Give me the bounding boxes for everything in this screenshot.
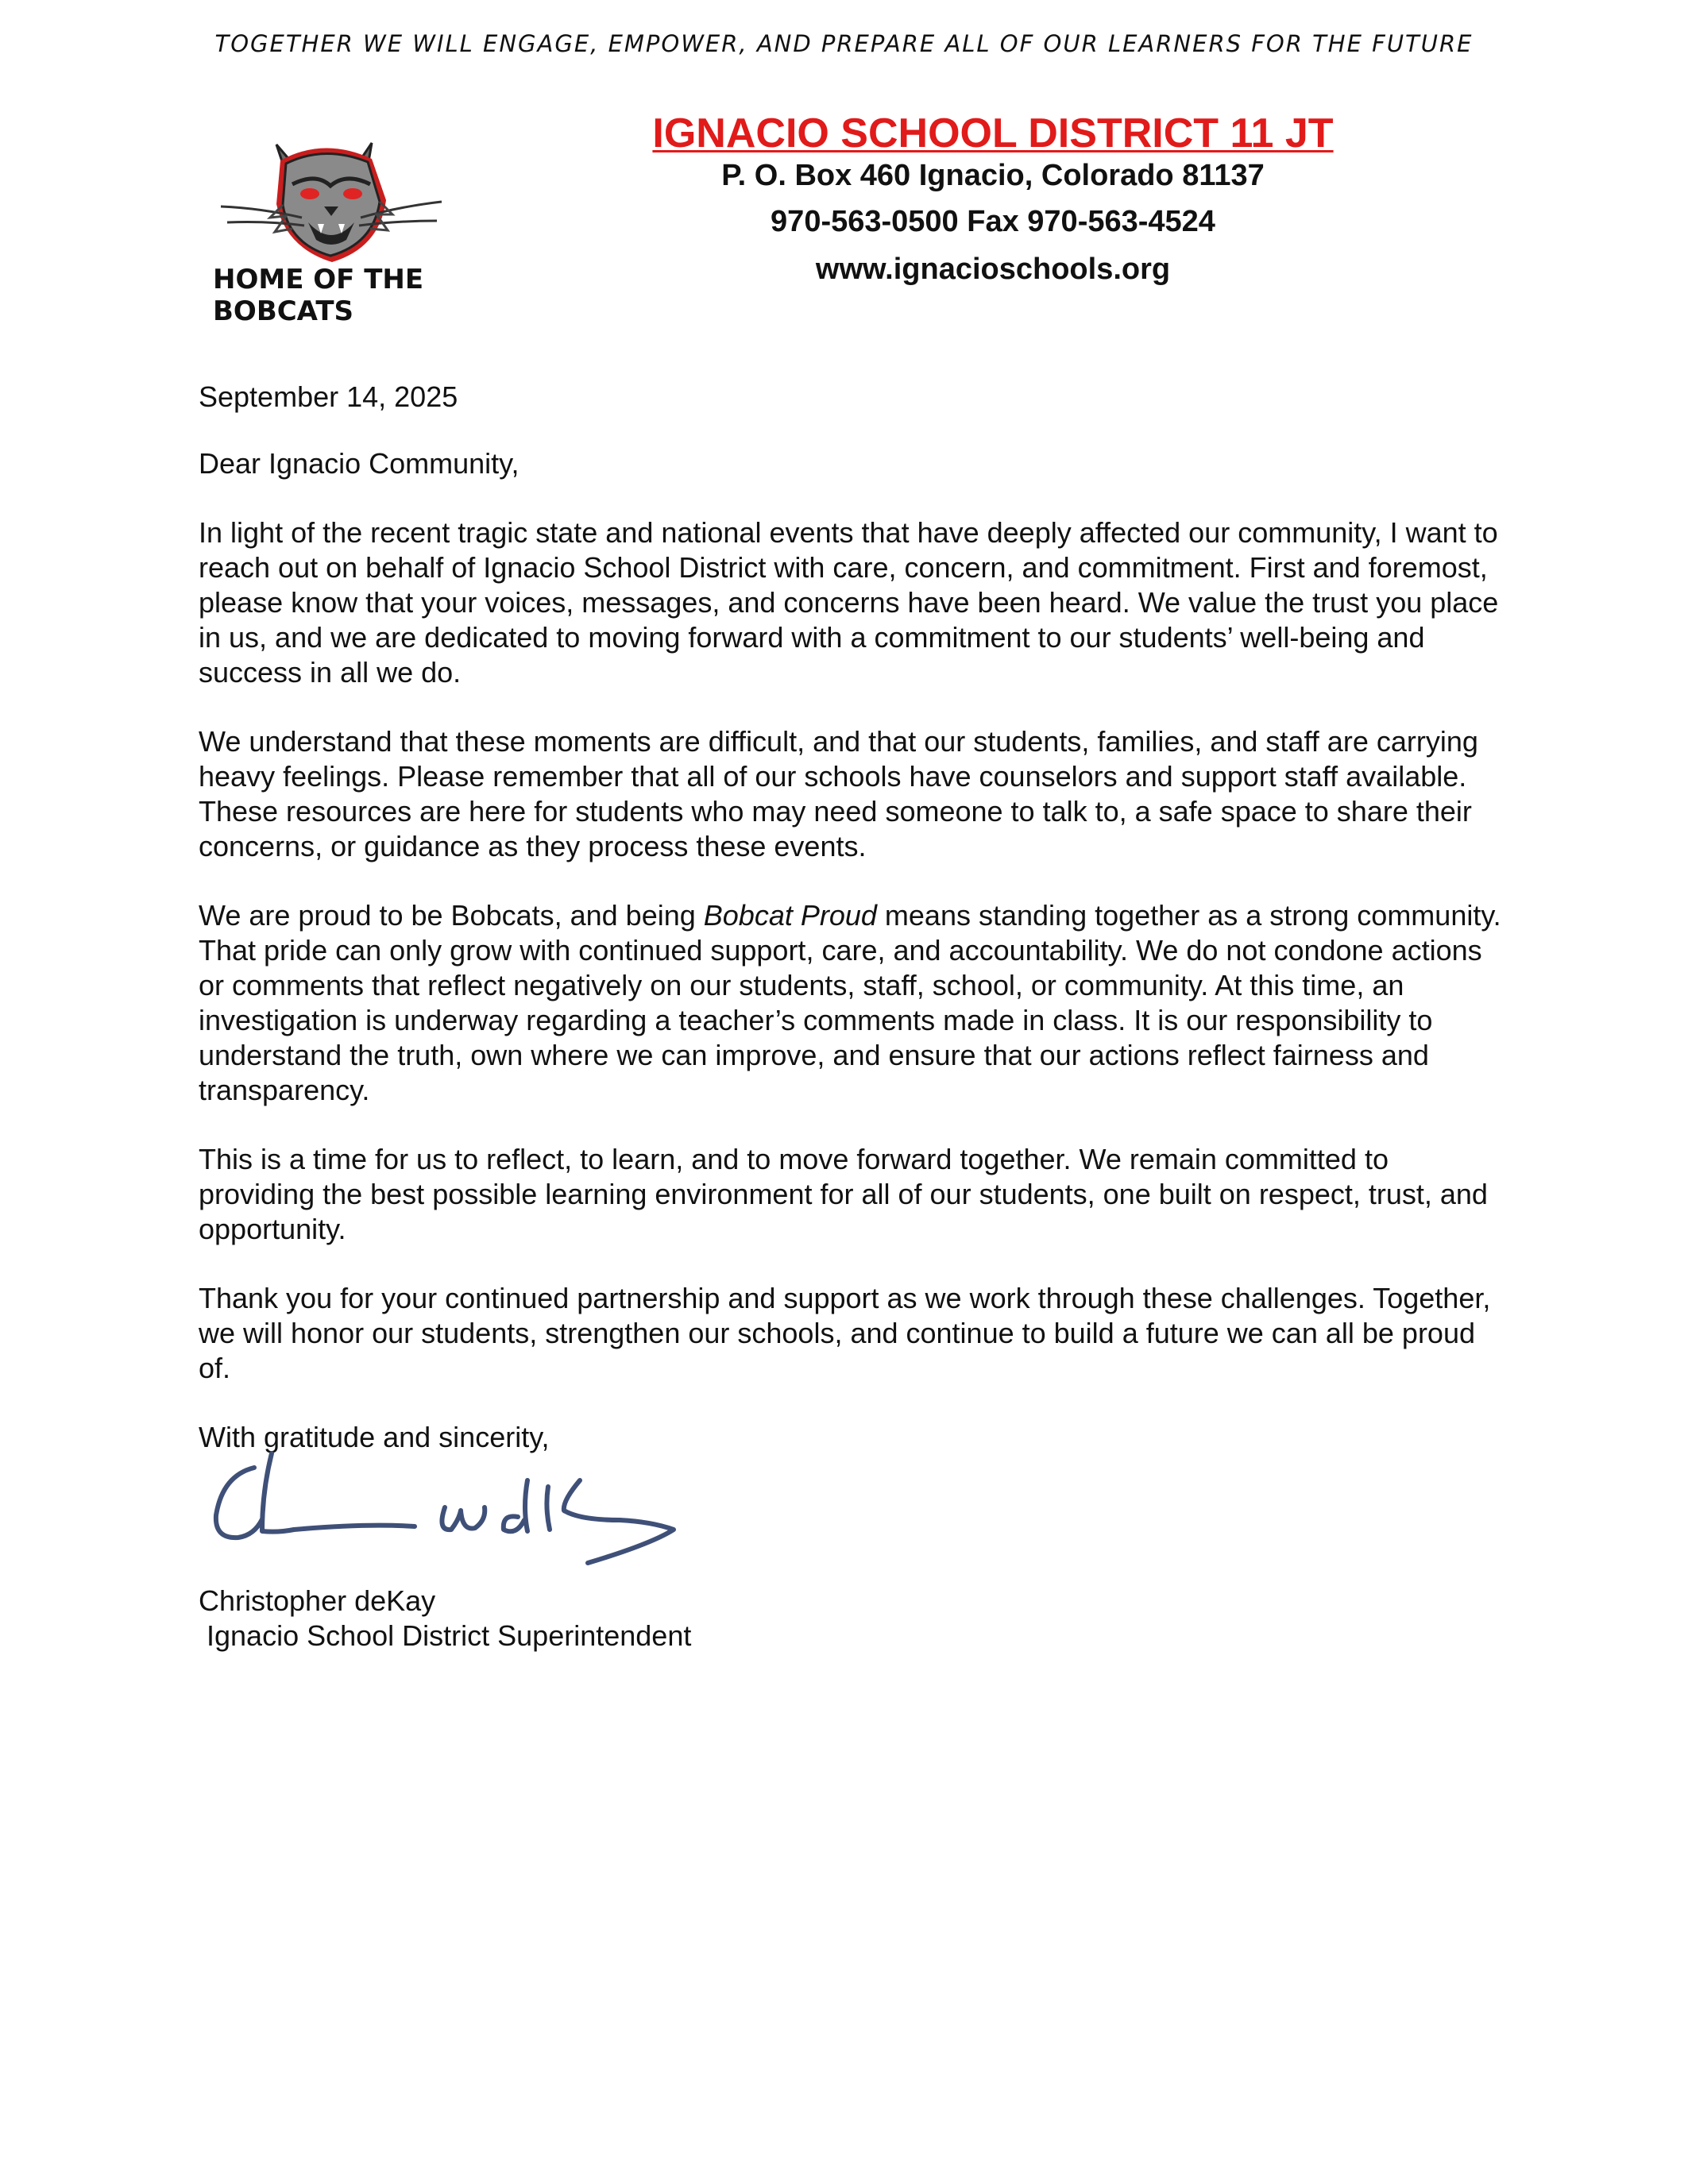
district-motto: TOGETHER WE WILL ENGAGE, EMPOWER, AND PREPARE ALL OF OUR LEARNERS FOR THE FUTURE: [214, 30, 1474, 57]
district-name: IGNACIO SCHOOL DISTRICT 11 JT: [652, 110, 1334, 156]
bobcat-logo-icon: [213, 129, 451, 272]
bobcat-proud-emphasis: Bobcat Proud: [703, 899, 877, 932]
salutation: Dear Ignacio Community,: [199, 447, 520, 480]
signer-name: Christopher deKay: [199, 1584, 436, 1617]
mailing-address: P. O. Box 460 Ignacio, Colorado 81137: [721, 159, 1265, 192]
closing: With gratitude and sincerity,: [199, 1421, 550, 1453]
website-link[interactable]: www.ignacioschools.org: [815, 253, 1171, 286]
paragraph-3-start: We are proud to be Bobcats, and being: [199, 899, 704, 932]
paragraph-2: We understand that these moments are difficult, and that our students, families, and staff are carrying heavy feelings. Please remember that all of our schools have counselors and support staff available. These resources are here for students who may need someone to talk to, a safe space to share their concerns, or guidance as they process these events.: [199, 725, 1478, 862]
signer-title: Ignacio School District Superintendent: [207, 1619, 692, 1652]
paragraph-4: This is a time for us to reflect, to learn, and to move forward together. We remain committed to providing the best possible learning environment for all of our students, one built on respect, trust, and opportunity.: [199, 1143, 1488, 1245]
letter-date: September 14, 2025: [199, 380, 458, 413]
phone-fax: 970-563-0500 Fax 970-563-4524: [771, 205, 1215, 238]
paragraph-3-end: means standing together as a strong community. That pride can only grow with continued support, care, and accountability. We do not condone actions or comments that reflect negatively on our students, staff, school, or community. At this time, an investigation is underway regarding a teacher’s comments made in class. It is our responsibility to understand the truth, own where we can improve, and ensure that our actions reflect fairness and transparency.: [199, 899, 1501, 1106]
signature-image: [207, 1444, 731, 1571]
paragraph-1: In light of the recent tragic state and national events that have deeply affected our community, I want to reach out on behalf of Ignacio School District with care, concern, and commitment. First and foremost, please know that your voices, messages, and concerns have been heard. We value the trust you place in us, and we are dedicated to moving forward with a commitment to our students’ well-being and success in all we do.: [199, 516, 1499, 689]
paragraph-5: Thank you for your continued partnership and support as we work through these challenges. Together, we will honor our students, strengthen our schools, and continue to build a future we can all be proud of.: [199, 1282, 1491, 1384]
logo-caption: HOME OF THE BOBCATS: [213, 264, 424, 327]
paragraph-3: [199, 898, 1501, 1108]
letter-body: [199, 380, 1501, 1455]
